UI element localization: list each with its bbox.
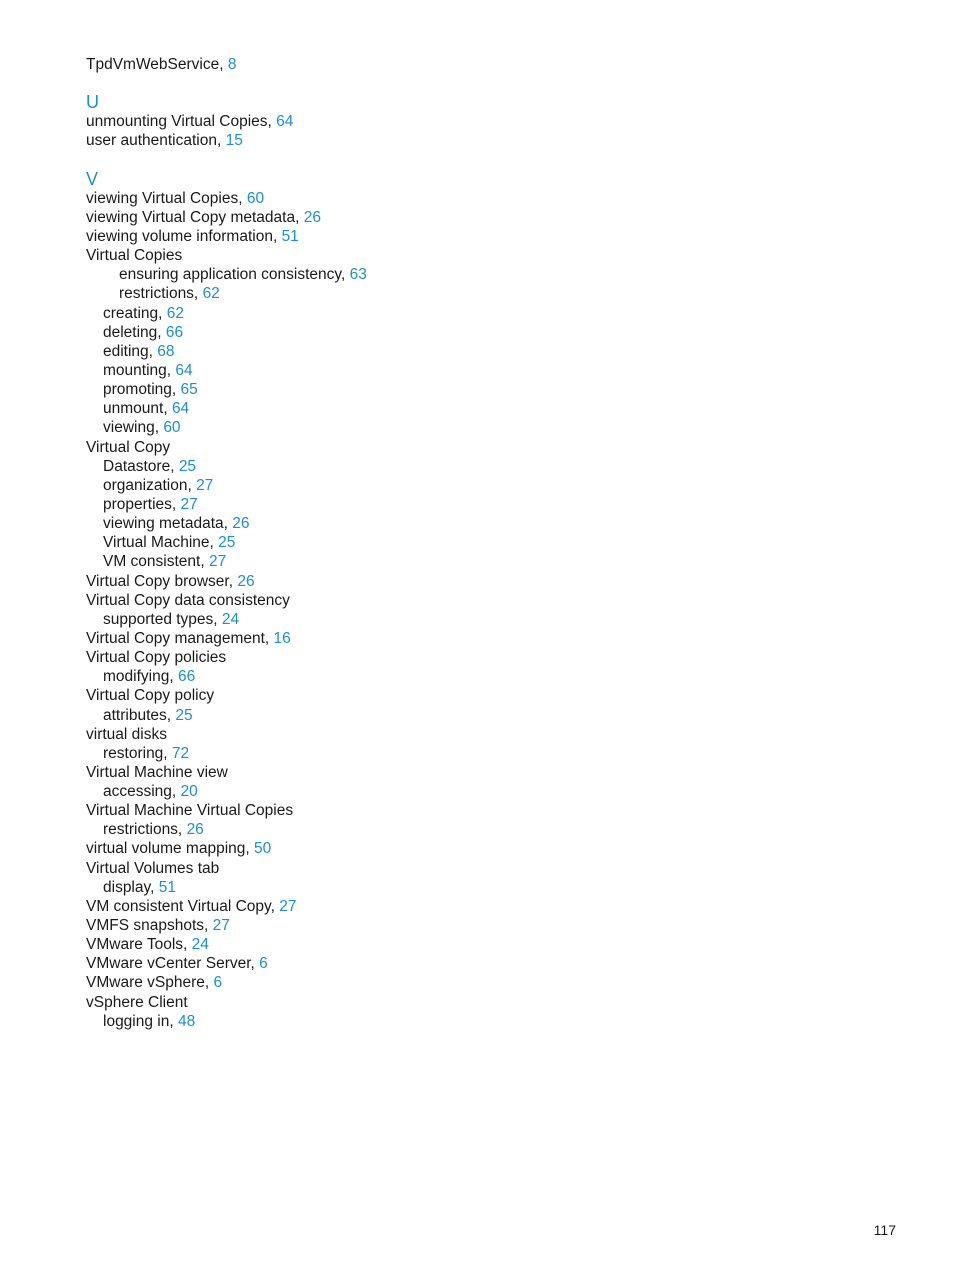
page-reference-link[interactable]: 63 [349, 266, 367, 284]
index-entry-text: virtual disks [86, 725, 167, 743]
page-reference-link[interactable]: 26 [186, 821, 204, 839]
index-entry-text: properties, [103, 495, 181, 513]
index-entry [86, 859, 786, 878]
index-entry [86, 629, 786, 648]
page-reference-link[interactable]: 48 [177, 1012, 196, 1030]
index-entry-text: Virtual Copy [86, 438, 171, 456]
page-reference-link[interactable]: 64 [175, 361, 193, 379]
page-reference-link[interactable]: 26 [232, 515, 250, 533]
index-entry-text: unmounting Virtual Copies, [86, 113, 277, 131]
index-entry [86, 954, 786, 973]
index-entry-text: Virtual Machine Virtual Copies [86, 802, 294, 820]
index-subentry [86, 820, 786, 839]
index-entry-text: VM consistent Virtual Copy, [86, 897, 280, 915]
page-reference-link[interactable]: 26 [303, 208, 321, 226]
index-entry-text: unmount, [103, 400, 172, 418]
index-subentry [86, 533, 786, 552]
index-entry-text: Virtual Copy browser, [86, 572, 238, 590]
page-reference-link[interactable]: 27 [212, 917, 230, 935]
index-subentry [86, 265, 786, 284]
index-entry [86, 55, 786, 74]
index-subentry [86, 304, 786, 323]
index-entry-text: Virtual Copy policies [86, 649, 227, 667]
index-subentry [86, 514, 786, 533]
index-entry-text: deleting, [103, 323, 166, 341]
page-reference-link[interactable]: 6 [259, 955, 268, 973]
index-entry-text: VM consistent, [103, 553, 209, 571]
page-reference-link[interactable]: 8 [227, 56, 237, 73]
page-reference-link[interactable]: 16 [273, 629, 291, 647]
index-entry-text: restoring, [103, 744, 172, 762]
page-reference-link[interactable]: 25 [218, 534, 236, 552]
index-entry [86, 591, 786, 610]
page-reference-link[interactable]: 68 [157, 342, 175, 360]
index-subentry [86, 418, 786, 437]
index-subentry [86, 323, 786, 342]
index-entry [86, 725, 786, 744]
index-subentry [86, 610, 786, 629]
index-entry-text: attributes, [103, 706, 176, 724]
index-entry-text: Virtual Machine, [103, 534, 219, 552]
index-entry [86, 897, 786, 916]
page-reference-link[interactable]: 27 [180, 495, 198, 513]
index-entry-text: viewing Virtual Copy metadata, [86, 208, 304, 226]
index-entry [86, 189, 786, 208]
index-entry [86, 763, 786, 782]
index-entry [86, 112, 786, 131]
index-subentry [86, 744, 786, 763]
index-entry-text: promoting, [103, 381, 181, 399]
index-letter-heading: V [86, 168, 99, 189]
index-entry-text: VMware Tools, [86, 936, 192, 954]
page-reference-link[interactable]: 25 [175, 706, 193, 724]
index-entry-text: Virtual Copies [86, 247, 183, 265]
page-reference-link[interactable]: 65 [180, 381, 198, 399]
page-reference-link[interactable]: 60 [246, 189, 265, 207]
index-entry-text: Virtual Copy policy [86, 687, 215, 705]
index-entry-text: virtual volume mapping, [86, 840, 254, 858]
page-reference-link[interactable]: 27 [208, 553, 227, 571]
index-entry-text: Virtual Copy data consistency [86, 591, 290, 609]
page-reference-link[interactable]: 6 [213, 974, 223, 992]
index-entry-text: editing, [103, 342, 158, 360]
page-reference-link[interactable]: 27 [196, 476, 214, 494]
index-entry [86, 686, 786, 705]
index-entry-text: user authentication, [86, 132, 226, 150]
index-entry [86, 208, 786, 227]
index-entry-text: mounting, [103, 361, 176, 379]
page-reference-link[interactable]: 15 [225, 132, 243, 150]
index-entry-text: viewing metadata, [103, 515, 233, 533]
index-entry-text: ensuring application consistency, [119, 266, 350, 284]
index-list [86, 55, 786, 1031]
index-subentry [86, 284, 786, 303]
page-reference-link[interactable]: 24 [191, 936, 209, 954]
index-entry [86, 993, 786, 1012]
page-number: 117 [873, 1222, 896, 1238]
page-reference-link[interactable]: 20 [180, 783, 198, 801]
index-subentry [86, 457, 786, 476]
page-reference-link[interactable]: 27 [279, 897, 297, 915]
page-reference-link[interactable]: 64 [276, 113, 294, 131]
page-reference-link[interactable]: 62 [202, 285, 220, 303]
index-subentry [86, 361, 786, 380]
index-entry-text: viewing Virtual Copies, [86, 189, 247, 207]
index-entry-text: modifying, [103, 668, 178, 686]
index-entry-text: supported types, [103, 610, 222, 628]
index-entry [86, 131, 786, 150]
index-subentry [86, 878, 786, 897]
index-entry [86, 572, 786, 591]
index-entry-text: logging in, [103, 1012, 178, 1030]
page-reference-link[interactable]: 64 [171, 400, 190, 418]
index-subentry [86, 667, 786, 686]
index-entry-text: Datastore, [103, 457, 179, 475]
index-entry [86, 839, 786, 858]
index-entry-text: creating, [103, 304, 167, 322]
index-entry-text: Virtual Copy management, [86, 629, 274, 647]
index-subentry [86, 552, 786, 571]
index-subentry [86, 342, 786, 361]
index-entry-text: TpdVmWebService, [86, 56, 228, 73]
index-entry [86, 227, 786, 246]
index-entry-text: viewing volume information, [86, 227, 282, 245]
index-entry-text: viewing, [103, 419, 164, 437]
page-reference-link[interactable]: 62 [166, 304, 185, 322]
page-reference-link[interactable]: 25 [178, 457, 197, 475]
index-entry-text: organization, [103, 476, 197, 494]
index-entry [86, 438, 786, 457]
index-entry [86, 973, 786, 992]
index-entry-text: VMware vSphere, [86, 974, 214, 992]
page-reference-link[interactable]: 51 [158, 878, 176, 896]
index-subentry [86, 476, 786, 495]
index-entry-text: VMware vCenter Server, [86, 955, 260, 973]
index-entry [86, 801, 786, 820]
page-reference-link[interactable]: 66 [177, 668, 196, 686]
index-subentry [86, 782, 786, 801]
index-subentry [86, 706, 786, 725]
index-entry-text: restrictions, [119, 285, 203, 303]
index-entry [86, 935, 786, 954]
page-reference-link[interactable]: 50 [254, 840, 272, 858]
page-reference-link[interactable]: 26 [237, 572, 255, 590]
index-subentry [86, 1012, 786, 1031]
index-entry-text: Virtual Volumes tab [86, 859, 220, 877]
index-entry [86, 648, 786, 667]
page-reference-link[interactable]: 72 [171, 744, 190, 762]
index-entry-text: Virtual Machine view [86, 763, 228, 781]
page-reference-link[interactable]: 24 [221, 610, 240, 628]
index-subentry [86, 399, 786, 418]
index-entry-text: display, [103, 878, 159, 896]
page-reference-link[interactable]: 51 [281, 227, 299, 245]
page-reference-link[interactable]: 66 [165, 323, 184, 341]
index-entry-text: vSphere Client [86, 993, 188, 1011]
index-entry-text: accessing, [103, 783, 181, 801]
index-entry [86, 916, 786, 935]
page-reference-link[interactable]: 60 [163, 419, 181, 437]
index-subentry [86, 495, 786, 514]
index-entry [86, 246, 786, 265]
index-entry-text: VMFS snapshots, [86, 917, 213, 935]
index-letter-heading: U [86, 92, 99, 113]
index-entry-text: restrictions, [103, 821, 187, 839]
index-subentry [86, 380, 786, 399]
